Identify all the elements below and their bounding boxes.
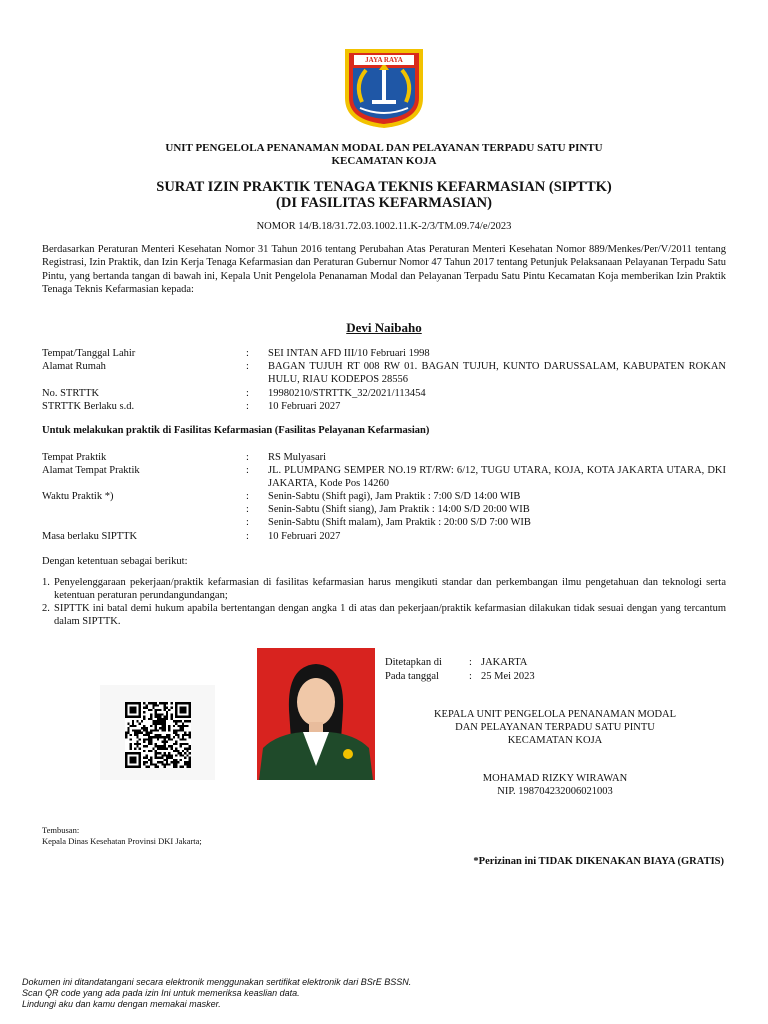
conditions-intro: Dengan ketentuan sebagai berikut: <box>42 556 188 567</box>
title-line-2: (DI FASILITAS KEFARMASIAN) <box>276 195 492 211</box>
qr-code[interactable] <box>100 685 215 780</box>
practice-place-colon: : <box>246 452 249 463</box>
condition-item <box>42 602 726 628</box>
practice-address-colon: : <box>246 465 249 476</box>
shift-2-colon: : <box>246 504 249 515</box>
shift-night: Senin-Sabtu (Shift malam), Jam Praktik : 20:00 S/D 7:00 WIB <box>268 517 531 528</box>
logo-banner-text: JAYA RAYA <box>365 56 403 64</box>
issued-date-row <box>385 670 585 683</box>
issued-place-value: JAKARTA <box>481 657 528 668</box>
home-address-label: Alamat Rumah <box>42 361 106 372</box>
issued-place-label: Ditetapkan di <box>385 657 442 668</box>
home-address-colon: : <box>246 361 249 372</box>
strttk-valid-colon: : <box>246 401 249 412</box>
condition-number: 1. <box>42 577 50 588</box>
shift-3-colon: : <box>246 517 249 528</box>
footer-notes <box>22 977 411 1010</box>
practice-address-label: Alamat Tempat Praktik <box>42 465 140 476</box>
holder-photo <box>257 648 375 780</box>
birth-label: Tempat/Tanggal Lahir <box>42 348 136 359</box>
carbon-copy <box>42 825 202 847</box>
condition-text: SIPTTK ini batal demi hukum apabila bertentangan dengan angka 1 di atas dan pekerjaan/praktik kefarmasian dilakukan tidak sesuai dengan yang tercantum dalam SIPTTK. <box>54 603 726 627</box>
shift-afternoon: Senin-Sabtu (Shift siang), Jam Praktik : 14:00 S/D 20:00 WIB <box>268 504 530 515</box>
sipttk-valid-label: Masa berlaku SIPTTK <box>42 531 138 542</box>
official-nip: NIP. 198704232006021003 <box>497 786 613 797</box>
position-line-2: DAN PELAYANAN TERPADU SATU PINTU <box>455 722 655 733</box>
conditions-list <box>42 576 726 628</box>
strttk-colon: : <box>246 388 249 399</box>
sipttk-valid-colon: : <box>246 531 249 542</box>
free-of-charge-note: *Perizinan ini TIDAK DIKENAKAN BIAYA (GRATIS) <box>473 856 724 867</box>
condition-item <box>42 576 726 602</box>
shift-morning: Senin-Sabtu (Shift pagi), Jam Praktik : 7:00 S/D 14:00 WIB <box>268 491 521 502</box>
document-number: NOMOR 14/B.18/31.72.03.1002.11.K-2/3/TM.09.74/e/2023 <box>256 221 512 232</box>
position-line-3: KECAMATAN KOJA <box>507 735 603 746</box>
position-line-1: KEPALA UNIT PENGELOLA PENANAMAN MODAL <box>433 709 677 720</box>
birth-value: SEI INTAN AFD III/10 Februari 1998 <box>268 348 430 359</box>
agency-line-1: UNIT PENGELOLA PENANAMAN MODAL DAN PELAYANAN TERPADU SATU PINTU <box>165 142 603 154</box>
agency-header <box>0 142 768 168</box>
official-identity <box>385 772 725 798</box>
birth-colon: : <box>246 348 249 359</box>
sipttk-valid-value: 10 Februari 2027 <box>268 531 341 542</box>
official-position <box>385 708 725 747</box>
carbon-copy-item: Kepala Dinas Kesehatan Provinsi DKI Jakarta; <box>42 836 202 846</box>
issued-date-label: Pada tanggal <box>385 671 439 682</box>
practice-address-value: JL. PLUMPANG SEMPER NO.19 RT/RW: 6/12, TUGU UTARA, KOJA, KOTA JAKARTA UTARA, DKI JAKARTA, Kode Pos 14260 <box>268 465 726 489</box>
official-name: MOHAMAD RIZKY WIRAWAN <box>482 773 628 784</box>
agency-line-2: KECAMATAN KOJA <box>331 155 437 167</box>
strttk-value: 19980210/STRTTK_32/2021/113454 <box>268 388 426 399</box>
practice-place-value: RS Mulyasari <box>268 452 327 463</box>
condition-text: Penyelenggaraan pekerjaan/praktik kefarmasian di fasilitas kefarmasian harus mengikuti standar dan perkembangan ilmu pengetahuan dan teknologi serta ketentuan peraturan perundangundangan; <box>54 577 726 601</box>
holder-name: Devi Naibaho <box>346 320 422 335</box>
strttk-valid-label: STRTTK Berlaku s.d. <box>42 401 135 412</box>
document-title <box>0 179 768 211</box>
condition-number: 2. <box>42 603 50 614</box>
practice-time-label: Waktu Praktik *) <box>42 491 114 502</box>
issued-place-colon: : <box>469 657 472 668</box>
carbon-copy-label: Tembusan: <box>42 825 80 835</box>
strttk-label: No. STRTTK <box>42 388 100 399</box>
footer-line-1: Dokumen ini ditandatangani secara elektronik menggunakan sertifikat elektronik dari BSrE BSSN. <box>22 977 412 987</box>
footer-line-3: Lindungi aku dan kamu dengan memakai masker. <box>22 999 221 1009</box>
home-address-value: BAGAN TUJUH RT 008 RW 01. BAGAN TUJUH, KUNTO DARUSSALAM, KABUPATEN ROKAN HULU, RIAU KODEPOS 28556 <box>268 361 726 385</box>
practice-place-label: Tempat Praktik <box>42 452 107 463</box>
strttk-valid-value: 10 Februari 2027 <box>268 401 341 412</box>
practice-heading: Untuk melakukan praktik di Fasilitas Kefarmasian (Fasilitas Pelayanan Kefarmasian) <box>42 425 430 436</box>
portrait-photo-icon <box>257 648 375 780</box>
qr-code-icon <box>125 702 191 768</box>
issued-date-colon: : <box>469 671 472 682</box>
issued-date-value: 25 Mei 2023 <box>481 671 535 682</box>
title-line-1: SURAT IZIN PRAKTIK TENAGA TEKNIS KEFARMASIAN (SIPTTK) <box>156 179 612 195</box>
issued-place-row <box>385 656 585 669</box>
footer-line-2: Scan QR code yang ada pada izin Ini untuk memeriksa keaslian data. <box>22 988 300 998</box>
jakarta-logo <box>342 46 426 130</box>
intro-paragraph: Berdasarkan Peraturan Menteri Kesehatan Nomor 31 Tahun 2016 tentang Perubahan Atas Peraturan Menteri Kesehatan Nomor 889/Menkes/Per/V/2011 tentang Registrasi, Izin Praktik, dan Izin Kerja Tenaga Kefarmasian dan Peraturan Gubernur Nomor 47 Tahun 2017 tentang Petunjuk Pelaksanaan Pelayanan Terpadu Satu Pintu, yang bertanda tangan di bawah ini, Kepala Unit Pengelola Penanaman Modal dan Pelayanan Terpadu Satu Pintu Kecamatan Koja memberikan Izin Praktik Tenaga Teknis Kefarmasian kepada: <box>42 244 726 295</box>
practice-time-colon: : <box>246 491 249 502</box>
